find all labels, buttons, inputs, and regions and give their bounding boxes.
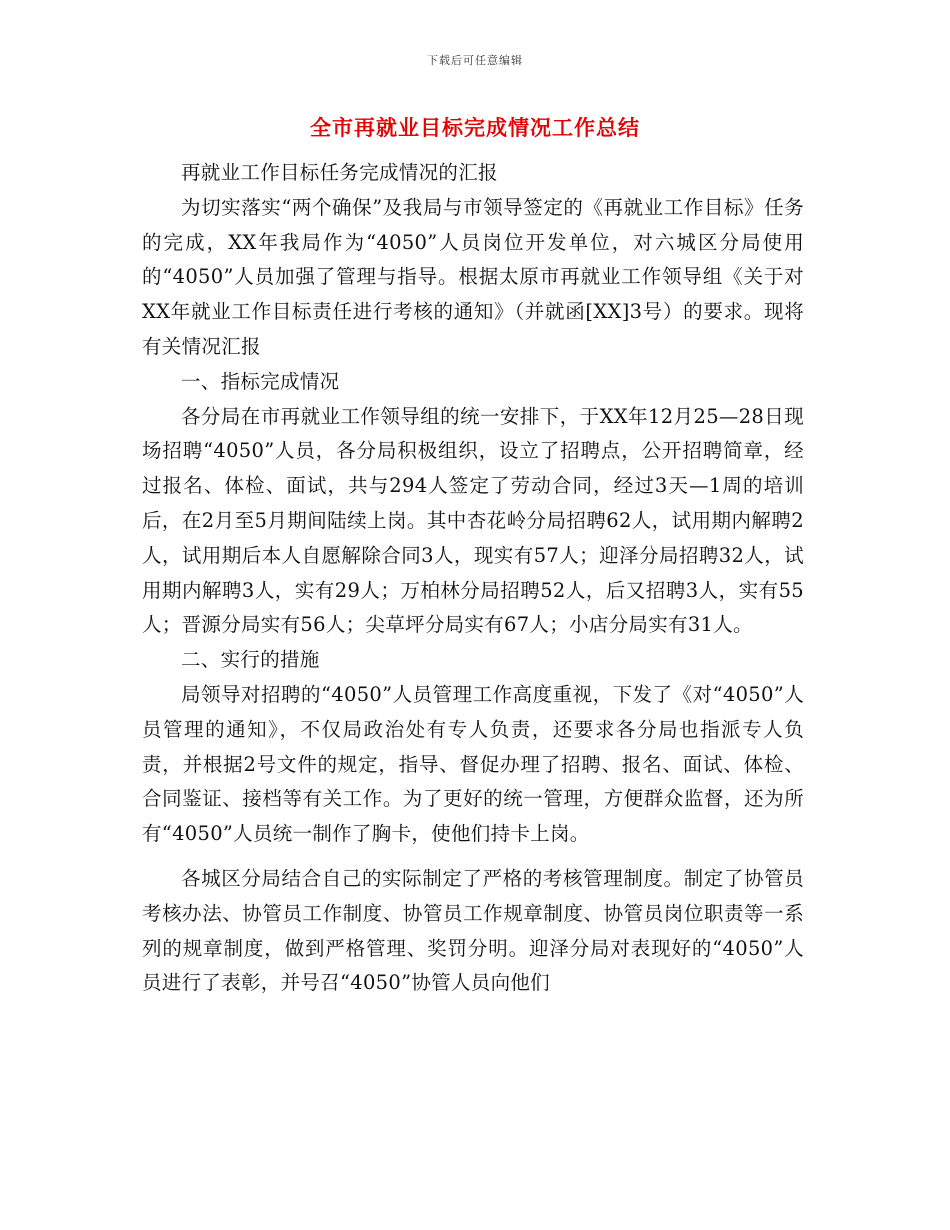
paragraph-indicators: 各分局在市再就业工作领导组的统一安排下，于XX年12月25—28日现场招聘“4050”人员，各分局积极组织，设立了招聘点，公开招聘简章，经过报名、体检、面试，共与294人签定了劳动合同，经过3天—1周的培训后，在2月至5月期间陆续上岗。其中杏花岭分局招聘62人，试用期内解聘2人，试用期后本人自愿解除合同3人，现实有57人；迎泽分局招聘32人，试用期内解聘3人，实有29人；万柏林分局招聘52人，后又招聘3人，实有55人；晋源分局实有56人；尖草坪分局实有67人；小店分局实有31人。 — [142, 404, 804, 637]
section-heading-measures: 二、实行的措施 — [181, 648, 320, 672]
page-header-note: 下载后可任意编辑 — [427, 54, 523, 67]
paragraph-measures: 局领导对招聘的“4050”人员管理工作高度重视，下发了《对“4050”人员管理的通知》，不仅局政治处有专人负责，还要求各分局也指派专人负责，并根据2号文件的规定，指导、督促办理了招聘、报名、面试、体检、合同鉴证、接档等有关工作。为了更好的统一管理，方便群众监督，还为所有“4050”人员统一制作了胸卡，使他们持卡上岗。 — [142, 682, 804, 846]
paragraph-report-heading: 再就业工作目标任务完成情况的汇报 — [181, 161, 498, 184]
paragraph-intro: 为切实落实“两个确保”及我局与市领导签定的《再就业工作目标》任务的完成，XX年我局作为“4050”人员岗位开发单位，对六城区分局使用的“4050”人员加强了管理与指导。根据太原市再就业工作领导组《关于对XX年就业工作目标责任进行考核的通知》（并就函[XX]3号）的要求。现将有关情况汇报 — [142, 195, 804, 358]
document-title: 全市再就业目标完成情况工作总结 — [310, 116, 640, 140]
section-heading-indicators: 一、指标完成情况 — [181, 369, 340, 393]
paragraph-district-rules: 各城区分局结合自己的实际制定了严格的考核管理制度。制定了协管员考核办法、协管员工作制度、协管员工作规章制度、协管员岗位职责等一系列的规章制度，做到严格管理、奖罚分明。迎泽分局对表现好的“4050”人员进行了表彰，并号召“4050”协管人员向他们 — [142, 866, 804, 995]
document-body — [142, 156, 804, 1001]
